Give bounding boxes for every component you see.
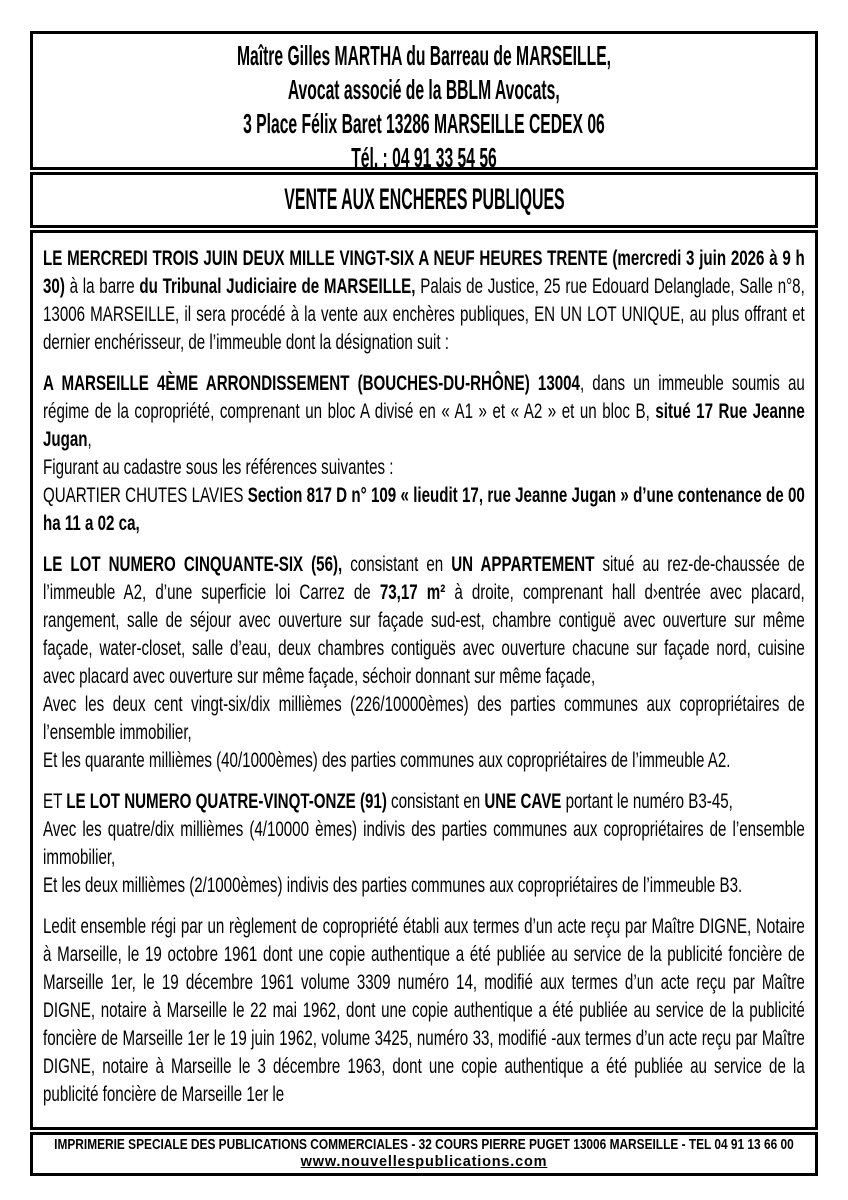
attorney-phone-line: Tél. : 04 91 33 54 56	[351, 142, 497, 170]
notice-paragraph-4: ET LE LOT NUMERO QUATRE-VINQT-ONZE (91) consistant en UNE CAVE portant le numéro B3-45, Avec les quatre/dix millièmes (4/10000 èmes) indivis des parties communes aux copropriétaires de l’ensemble immobilier, Et les deux millièmes (2/1000èmes) indivis des parties communes aux copropriétaires de l’immeuble B3.	[43, 790, 805, 897]
notice-sheet	[30, 31, 818, 1176]
notice-paragraph-1: LE MERCREDI TROIS JUIN DEUX MILLE VINGT-SIX A NEUF HEURES TRENTE (mercredi 3 juin 2026 à 9 h 30) à la barre du Tribunal Judiciaire de MARSEILLE, Palais de Justice, 25 rue Edouard Delanglade, Salle n°8, 13006 MARSEILLE, il sera procédé à la vente aux enchères publiques, EN UN LOT UNIQUE, au plus offrant et dernier enchérisseur, de l’immeuble dont la désignation suit :	[43, 247, 805, 354]
printer-imprint-line: IMPRIMERIE SPECIALE DES PUBLICATIONS COMMERCIALES - 32 COURS PIERRE PUGET 13006 MARSEILLE - TEL 04 91 13 66 00	[54, 1137, 794, 1153]
attorney-name-line: Maître Gilles MARTHA du Barreau de MARSEILLE,	[236, 40, 612, 71]
notice-paragraph-5: Ledit ensemble régi par un règlement de copropriété établi aux termes d’un acte reçu par Maître DIGNE, Notaire à Marseille, le 19 octobre 1961 dont une copie authentique a été publiée au service de la publicité foncière de Marseille 1er, le 19 décembre 1961 volume 3309 numéro 14, modifié aux termes d’un acte reçu par Maître DIGNE, notaire à Marseille le 22 mai 1962, dont une copie authentique a été publiée au service de la publicité foncière de Marseille 1er le 19 juin 1962, volume 3425, numéro 33, modifié -aux termes d’un acte reçu par Maître DIGNE, notaire à Marseille le 3 décembre 1963, dont une copie authentique a été publiée au service de la publicité foncière de Marseille 1er le	[43, 915, 805, 1106]
attorney-address-line: 3 Place Félix Baret 13286 MARSEILLE CEDEX 06	[243, 108, 605, 139]
notice-title: VENTE AUX ENCHERES PUBLIQUES	[283, 183, 565, 216]
notice-paragraph-3: LE LOT NUMERO CINQUANTE-SIX (56), consistant en UN APPARTEMENT situé au rez-de-chaussée de l’immeuble A2, d’une superficie loi Carrez de 73,17 m² à droite, comprenant hall d›entrée avec placard, rangement, salle de séjour avec ouverture sur façade sud-est, chambre contiguë avec ouverture sur même façade, water-closet, salle d’eau, deux chambres contiguës avec ouverture chacune sur façade nord, cuisine avec placard avec ouverture sur même façade, séchoir donnant sur même façade, Avec les deux cent vingt-six/dix millièmes (226/10000èmes) des parties communes aux copropriétaires de l’ensemble immobilier, Et les quarante millièmes (40/1000èmes) des parties communes aux copropriétaires de l’immeuble A2.	[43, 553, 805, 772]
notice-paragraph-2: A MARSEILLE 4ÈME ARRONDISSEMENT (BOUCHES-DU-RHÔNE) 13004, dans un immeuble soumis au régime de la copropriété, comprenant un bloc A divisé en « A1 » et « A2 » et un bloc B, situé 17 Rue Jeanne Jugan, Figurant au cadastre sous les références suivantes : QUARTIER CHUTES LAVIES Section 817 D n° 109 « lieudit 17, rue Jeanne Jugan » d’une contenance de 00 ha 11 a 02 ca,	[43, 372, 805, 535]
notice-title-box	[30, 172, 818, 228]
attorney-firm-line: Avocat associé de la BBLM Avocats,	[288, 74, 560, 105]
attorney-header-box	[30, 31, 818, 170]
notice-paragraphs	[43, 245, 805, 1109]
printer-footer-box	[30, 1132, 818, 1176]
notice-body-box	[30, 230, 818, 1130]
printer-website: www.nouvellespublications.com	[300, 1154, 548, 1170]
